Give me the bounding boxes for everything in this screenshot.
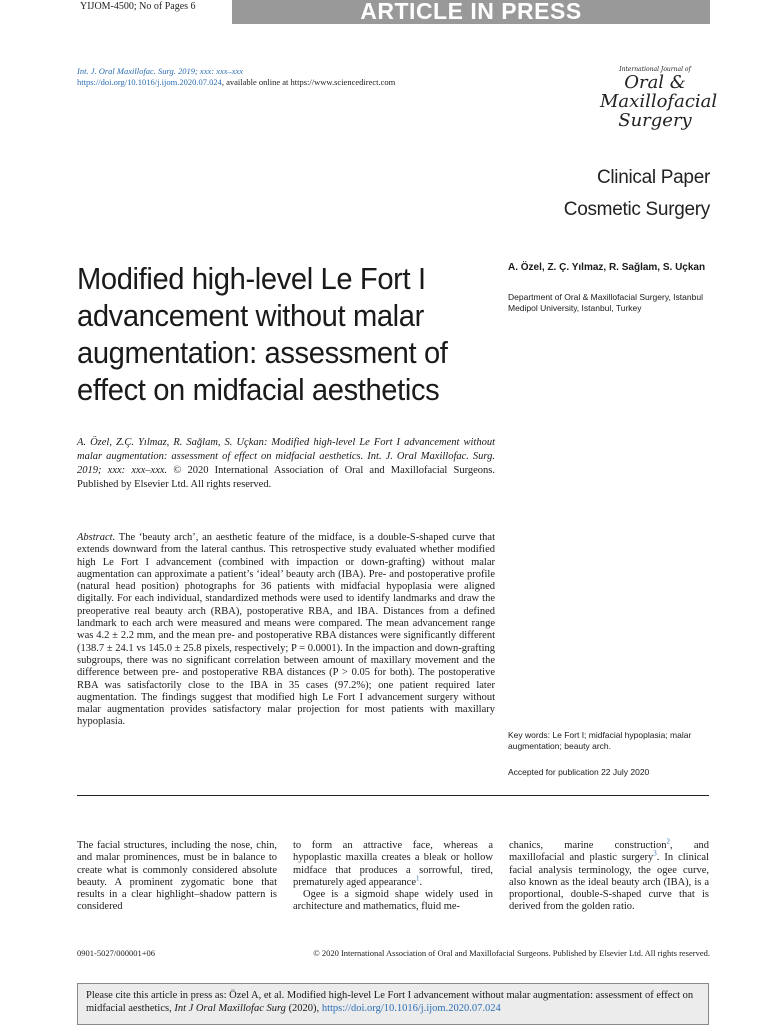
accepted-date: Accepted for publication 22 July 2020 xyxy=(508,767,650,777)
citation-italic: A. Özel, Z.Ç. Yılmaz, R. Sağlam, S. Uçkan: Modified high-level Le Fort I advancement without malar augmentation: assessment of effect on midfacial aesthetics. Int. J. Oral Maxillofac. Surg. 2019; xxx: xxx–xxx. xyxy=(77,437,495,476)
journal-citation: Int. J. Oral Maxillofac. Surg. 2019; xxx: xxx–xxx xyxy=(77,66,244,76)
body-col3-text-b: , and maxillofacial and plastic surgery xyxy=(509,840,709,864)
cite-journal: Int J Oral Maxillofac Surg xyxy=(174,1003,286,1014)
body-col2-para xyxy=(293,840,493,889)
cite-this-article-box xyxy=(77,983,709,1025)
body-col3-para xyxy=(509,837,709,914)
body-col1-text: The facial structures, including the nose, chin, and malar prominences, must be in balance to create what is commonly considered absolute beauty. A prominent zygomatic bone that results in a clear highlight–shadow pattern is considered xyxy=(77,840,277,913)
affiliation: Department of Oral & Maxillofacial Surgery, Istanbul Medipol University, Istanbul, Turkey xyxy=(508,292,703,313)
cite-year: (2020), xyxy=(285,1003,322,1014)
body-col2-text-b: Ogee is a sigmoid shape widely used in architecture and mathematics, fluid me- xyxy=(293,889,493,913)
journal-info xyxy=(77,66,497,88)
logo-line2: Oral & xyxy=(624,72,686,93)
reference-2[interactable]: 2 xyxy=(666,837,671,846)
cite-doi-link[interactable]: https://doi.org/10.1016/j.ijom.2020.07.024 xyxy=(321,1003,501,1014)
manuscript-id: YIJOM-4500; No of Pages 6 xyxy=(80,0,230,24)
body-column-2 xyxy=(293,840,493,914)
article-type: Clinical Paper xyxy=(596,167,710,188)
citation-paragraph xyxy=(77,436,495,492)
journal-logo xyxy=(600,66,718,131)
article-in-press-banner: ARTICLE IN PRESS xyxy=(360,0,582,24)
logo-line4: Surgery xyxy=(618,110,692,131)
abstract-text: The ‘beauty arch’, an aesthetic feature of the midface, is a double-S-shaped curve that extends downward from the lateral canthus. This retrospective study evaluated whether modified high Le Fort I advancement (combined with impaction or down-grafting) without malar augmentation can approximate a patient’s ‘ideal’ beauty arch (IBA). Pre- and postoperative profile (natural head position) photographs for 36 patients with midfacial hypoplasia were aligned digitally. For each individual, standardized methods were used to identify landmarks and draw the preoperative real beauty arch (RBA), postoperative RBA, and IBA. Distances from a defined landmark to each arch were measured and means were compared. The mean advancement range was 4.2 ± 2.2 mm, and the mean pre- and postoperative RBA distances were significantly different (138.7 ± 24.1 vs 145.0 ± 25.8 pixels, respectively; P = 0.0001). In the impaction and down-grafting subgroups, there was no significant correlation between amount of maxillary movement and the difference between pre- and postoperative RBA distances (P > 0.05 for both). The postoperative RBA was satisfactorily close to the IBA in 35 cases (97.2%); one patient required later augmentation. The findings suggest that modified high Le Fort I advancement surgery without malar augmentation provides satisfactory malar projection for most patients with maxillary hypoplasia. xyxy=(77,532,495,728)
article-category: Cosmetic Surgery xyxy=(563,199,710,220)
keywords: Key words: Le Fort I; midfacial hypoplasia; malar augmentation; beauty arch. xyxy=(508,730,692,751)
body-col2-text-a: to form an attractive face, whereas a hypoplastic maxilla creates a bleak or hollow midface that produces a sorrowful, tired, prematurely aged appearance xyxy=(293,840,493,888)
reference-1[interactable]: 1 xyxy=(416,874,420,883)
body-column-1 xyxy=(77,840,277,914)
cite-lead: Please cite this article in press as: Özel A, et al. Modified high-level Le Fort I advancement without malar augmentation: assessment of effect on midfacial aesthetics, xyxy=(86,990,694,1014)
footer-copyright: © 2020 International Association of Oral and Maxillofacial Surgeons. Published by Elsevier Ltd. All rights reserved. xyxy=(313,948,710,958)
citation-copyright: © 2020 International Association of Oral and Maxillofacial Surgeons. Published by Elsevier Ltd. All rights reserved. xyxy=(77,465,496,490)
doi-link[interactable]: https://doi.org/10.1016/j.ijom.2020.07.024 xyxy=(77,77,222,87)
body-col3-text-a: chanics, marine construction xyxy=(509,840,667,851)
available-online-text: , available online at https://www.sciencedirect.com xyxy=(221,77,396,87)
body-col3-text-c: . In clinical facial analysis terminology, the ogee curve, also known as the ideal beauty arch (IBA), is a proportional, double-S-shaped curve that is derived from the golden ratio. xyxy=(509,852,709,913)
logo-line1: International Journal of xyxy=(619,66,691,73)
top-bar xyxy=(0,0,768,24)
body-col2-text-a-end: . xyxy=(419,876,423,888)
logo-line3: Maxillofacial xyxy=(600,91,718,112)
article-title: Modified high-level Le Fort I advancement without malar augmentation: assessment of effect on midfacial aesthetics xyxy=(77,261,448,407)
abstract xyxy=(77,532,495,729)
abstract-label: Abstract. xyxy=(77,532,116,543)
authors: A. Özel, Z. Ç. Yılmaz, R. Sağlam, S. Uçkan xyxy=(508,262,706,273)
body-column-3 xyxy=(509,837,709,914)
footer-issn: 0901-5027/000001+06 xyxy=(77,948,155,958)
reference-3[interactable]: 3 xyxy=(653,849,657,858)
divider xyxy=(77,795,709,796)
